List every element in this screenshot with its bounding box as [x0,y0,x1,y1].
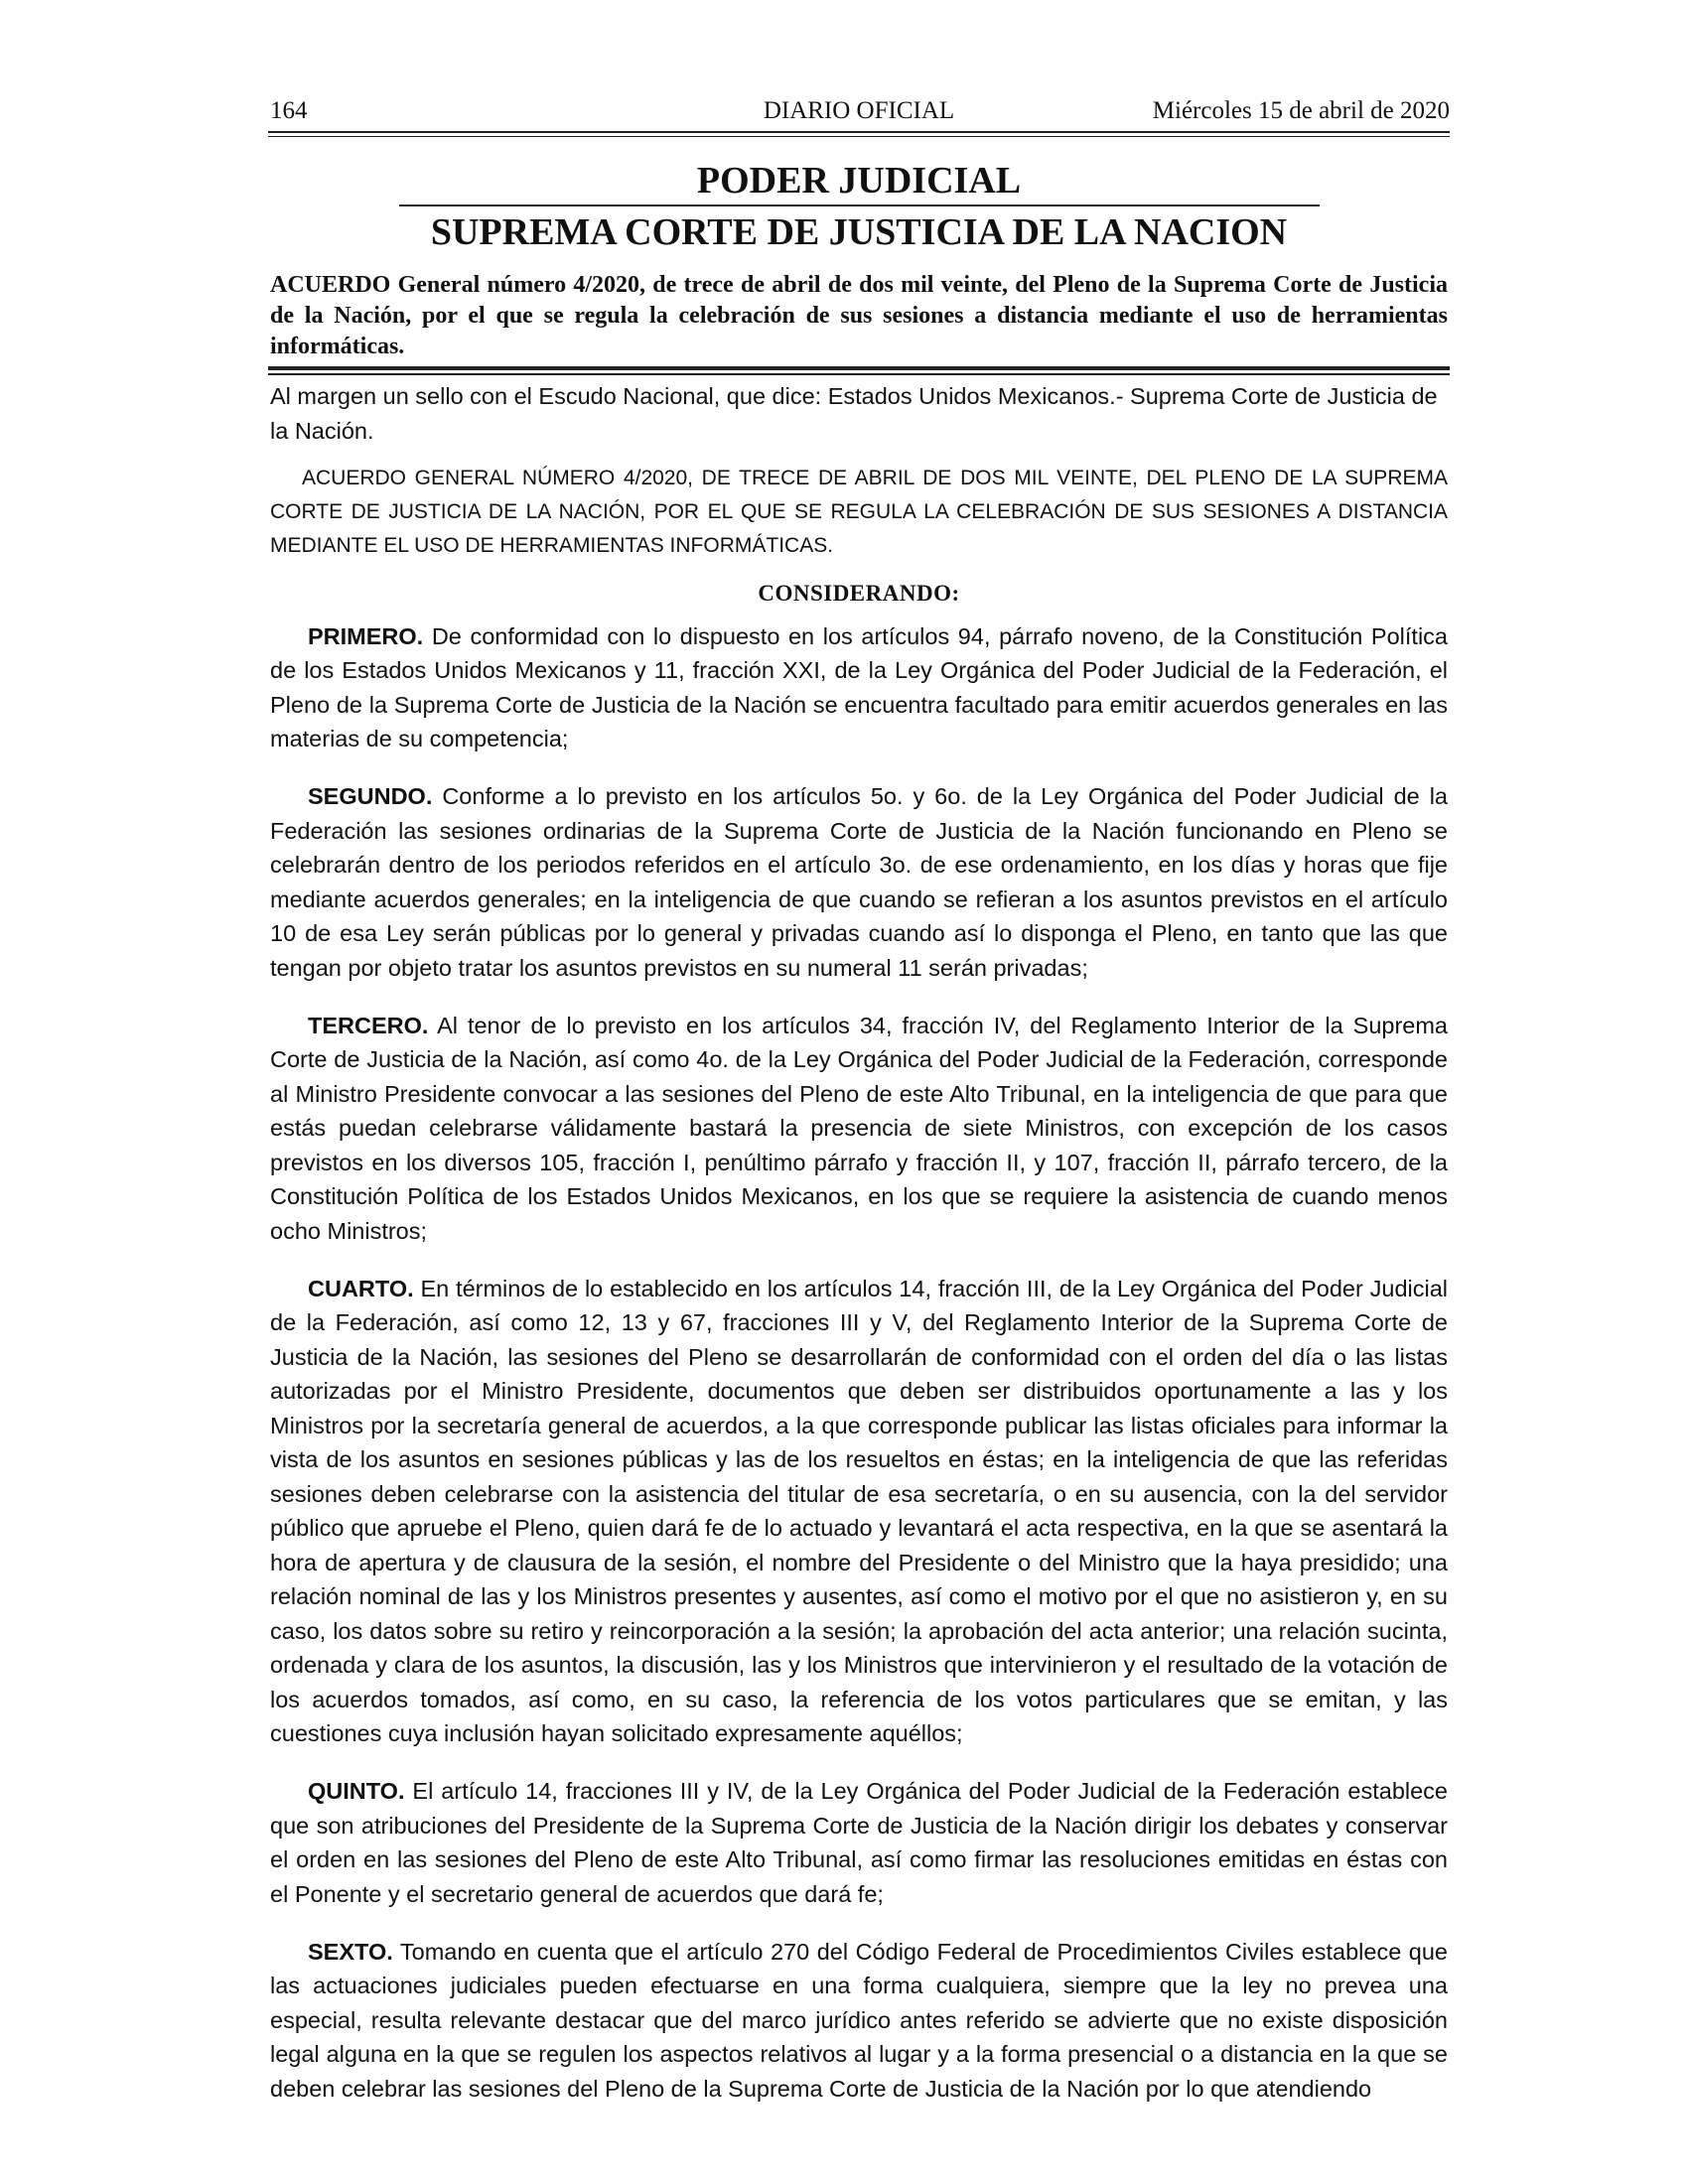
margin-note: Al margen un sello con el Escudo Nacional, que dice: Estados Unidos Mexicanos.- Suprema Corte de Justicia de la Nación. [270,383,1438,444]
paragraph-text: Al tenor de lo previsto en los artículos 34, fracción IV, del Reglamento Interior de la Suprema Corte de Justicia de la Nación, así como 4o. de la Ley Orgánica del Poder Judicial de la Federación, corresponde al Ministro Presidente convocar a las sesiones del Pleno de este Alto Tribunal, en la inteligencia de que para que estás puedan celebrarse válidamente bastará la presencia de siete Ministros, con excepción de los casos previstos en los diversos 105, fracción I, penúltimo párrafo y fracción II, y 107, fracción II, párrafo tercero, de la Constitución Política de los Estados Unidos Mexicanos, en los que se requiere la asistencia de cuando menos ocho Ministros; [270,1012,1448,1244]
paragraph-text: Conforme a lo previsto en los artículos 5o. y 6o. de la Ley Orgánica del Poder Judicial de la Federación las sesiones ordinarias de la Suprema Corte de Justicia de la Nación funcionando en Pleno se celebrarán dentro de los periodos referidos en el artículo 3o. de ese ordenamiento, en los días y horas que fije mediante acuerdos generales; en la inteligencia de que cuando se refieran a los asuntos previstos en el artículo 10 de esa Ley serán públicas por lo general y privadas cuando así lo disponga el Pleno, en tanto que las que tengan por objeto tratar los asuntos previstos en su numeral 11 serán privadas; [270,783,1448,981]
paragraph-label: TERCERO. [308,1012,429,1038]
header-divider [268,131,1450,133]
paragraph-sexto [268,1935,1450,2107]
branch-title: PODER JUDICIAL [696,160,1022,202]
considerando-heading: CONSIDERANDO: [758,581,960,606]
paragraph-text: En términos de lo establecido en los artículos 14, fracción III, de la Ley Orgánica del Poder Judicial de la Federación, así como 12, 13 y 67, fracciones III y V, del Reglamento Interior de la Suprema Corte de Justicia de la Nación, las sesiones del Pleno se desarrollarán de conformidad con el orden del día o las listas autorizadas por el Ministro Presidente, documentos que deben ser distribuidos oportunamente a las y los Ministros por la secretaría general de acuerdos, a la que corresponde publicar las listas oficiales para informar la vista de los asuntos en sesiones públicas y las de los resueltos en éstas; en la inteligencia de que las referidas sesiones deben celebrarse con la asistencia del titular de esa secretaría, o en su ausencia, con la del servidor público que apruebe el Pleno, quien dará fe de lo actuado y levantará el acta respectiva, en la que se asentará la hora de apertura y de clausura de la sesión, el nombre del Presidente o del Ministro que la haya presidido; una relación nominal de las y los Ministros presentes y ausentes, así como el motivo por el que no asistieron y, en su caso, los datos sobre su retiro y reincorporación a la sesión; la aprobación del acta anterior; una relación sucinta, ordenada y clara de los asuntos, la discusión, las y los Ministros que intervinieron y el resultado de la votación de los acuerdos tomados, así como, en su caso, la referencia de los votos particulares que se emitan, y las cuestiones cuya inclusión hayan solicitado expresamente aquéllos; [270,1275,1449,1746]
paragraph-label: PRIMERO. [308,622,424,649]
paragraph-text: De conformidad con lo dispuesto en los artículos 94, párrafo noveno, de la Constitución Política de los Estados Unidos Mexicanos y 11, fracción XXI, de la Ley Orgánica del Poder Judicial de la Federación, el Pleno de la Suprema Corte de Justicia de la Nación se encuentra facultado para emitir acuerdos generales en las materias de su competencia; [270,622,1448,751]
summary-divider-thin [268,373,1450,375]
section-divider [399,205,1320,206]
paragraph-segundo [268,779,1450,985]
paragraph-label: SEXTO. [308,1938,393,1965]
publication-date: Miércoles 15 de abril de 2020 [1152,97,1450,124]
paragraph-cuarto [268,1272,1450,1751]
document-page [268,91,1450,2129]
paragraph-label: QUINTO. [308,1778,405,1804]
paragraph-quinto [268,1774,1450,1911]
paragraph-primero [268,619,1450,756]
page-header [268,91,1450,129]
paragraph-text: Tomando en cuenta que el artículo 270 del Código Federal de Procedimientos Civiles establece que las actuaciones judiciales pueden efectuarse en una forma cualquiera, siempre que la ley no prevea una especial, resulta relevante destacar que del marco jurídico antes referido se advierte que no existe disposición legal alguna en la que se regulen los aspectos relativos al lugar y a la forma presencial o a distancia en la que se deben celebrar las sesiones del Pleno de la Suprema Corte de Justicia de la Nación por lo que atendiendo [270,1938,1449,2102]
paragraph-text: El artículo 14, fracciones III y IV, de la Ley Orgánica del Poder Judicial de la Federación establece que son atribuciones del Presidente de la Suprema Corte de Justicia de la Nación dirigir los debates y conservar el orden en las sesiones del Pleno de este Alto Tribunal, así como firmar las resoluciones emitidas en éstas con el Ponente y el secretario general de acuerdos que dará fe; [270,1778,1448,1907]
paragraph-label: SEGUNDO. [308,783,433,809]
document-body [268,379,1450,2106]
publication-name: DIARIO OFICIAL [763,97,955,124]
section-heading [268,159,1450,256]
paragraph-tercero [268,1009,1450,1249]
page-number: 164 [270,97,308,124]
paragraph-label: CUARTO. [308,1275,414,1301]
agreement-summary: ACUERDO General número 4/2020, de trece de abril de dos mil veinte, del Pleno de la Suprema Corte de Justicia de la Nación, por el que se regula la celebración de sus sesiones a distancia mediante el uso de herramientas informáticas. [270,272,1448,359]
header-divider-thin [268,136,1450,137]
agreement-title: ACUERDO GENERAL NÚMERO 4/2020, DE TRECE DE ABRIL DE DOS MIL VEINTE, DEL PLENO DE LA SUPREMA CORTE DE JUSTICIA DE LA NACIÓN, POR EL QUE SE REGULA LA CELEBRACIÓN DE SUS SESIONES A DISTANCIA MEDIANTE EL USO DE HERRAMIENTAS INFORMÁTICAS. [270,467,1448,557]
institution-title: SUPREMA CORTE DE JUSTICIA DE LA NACION [430,211,1288,253]
summary-divider [268,366,1450,370]
